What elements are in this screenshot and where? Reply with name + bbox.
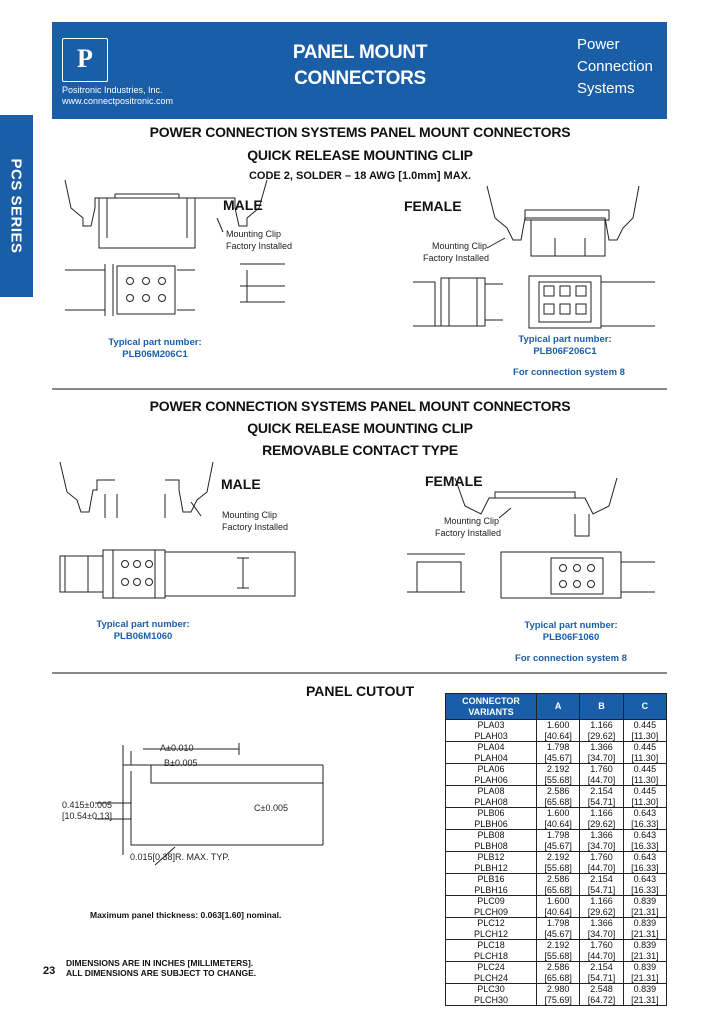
series-side-tab-label: PCS SERIES xyxy=(7,158,25,254)
b-cell xyxy=(580,874,623,896)
b-cell-bottom: [44.70] xyxy=(587,862,616,873)
a-cell-top: 2.980 xyxy=(546,984,570,994)
logo-letter: P xyxy=(77,44,93,73)
a-cell-bottom: [55.68] xyxy=(544,862,572,873)
a-cell xyxy=(537,984,580,1006)
variant-cell xyxy=(446,852,537,874)
a-cell xyxy=(537,852,580,874)
variant-cell xyxy=(446,940,537,962)
b-cell-bottom: [54.71] xyxy=(587,884,616,895)
variant-cell-top: PLB06 xyxy=(477,808,505,818)
b-cell-bottom: [54.71] xyxy=(587,796,616,807)
section1-male-part-label: Typical part number: xyxy=(108,337,202,348)
a-cell-bottom: [65.68] xyxy=(544,972,572,983)
table-row xyxy=(446,896,667,918)
male-clip-leader xyxy=(217,218,223,232)
footer-line2: ALL DIMENSIONS ARE SUBJECT TO CHANGE. xyxy=(66,968,257,978)
c-cell xyxy=(623,742,666,764)
c-cell-top: 0.643 xyxy=(633,830,657,840)
b-cell-top: 1.166 xyxy=(590,896,613,906)
c-cell-bottom: [21.31] xyxy=(631,950,659,961)
cutout-dim-radius: 0.015[0.38]R. MAX. TYP. xyxy=(130,852,230,862)
c-cell-top: 0.839 xyxy=(633,918,657,928)
variant-cell-bottom: PLBH06 xyxy=(474,818,508,829)
female2-front-view-drawing xyxy=(407,552,655,598)
a-cell-bottom: [40.64] xyxy=(544,906,572,917)
b-cell-bottom: [34.70] xyxy=(587,928,616,939)
variant-cell-bottom: PLAH03 xyxy=(474,730,508,741)
variant-cell xyxy=(446,874,537,896)
a-cell xyxy=(537,918,580,940)
section2-male-part-number: PLB06M1060 xyxy=(113,631,173,642)
b-cell xyxy=(580,962,623,984)
cutout-table-header xyxy=(446,694,667,720)
b-cell-top: 1.366 xyxy=(590,830,613,840)
b-cell xyxy=(580,808,623,830)
variant-cell xyxy=(446,918,537,940)
c-cell xyxy=(623,852,666,874)
a-cell xyxy=(537,830,580,852)
section-divider-2 xyxy=(52,672,667,674)
b-cell-top: 1.166 xyxy=(590,808,613,818)
header-title xyxy=(250,40,470,92)
header-c: C xyxy=(623,694,666,720)
c-cell-bottom: [21.31] xyxy=(631,928,659,939)
variant-cell-bottom: PLAH06 xyxy=(474,774,508,785)
series-side-tab xyxy=(0,115,33,297)
header-variants: CONNECTOR VARIANTS xyxy=(446,694,537,720)
c-cell xyxy=(623,720,666,742)
b-cell xyxy=(580,742,623,764)
page-number: 23 xyxy=(43,965,56,977)
c-cell xyxy=(623,896,666,918)
section1-subtitle: QUICK RELEASE MOUNTING CLIP xyxy=(247,147,473,163)
header-b: B xyxy=(580,694,623,720)
c-cell-top: 0.445 xyxy=(633,742,657,752)
section-divider-1 xyxy=(52,388,667,390)
cutout-dim-h1: 0.415±0.005 xyxy=(62,800,112,810)
variant-cell-bottom: PLAH04 xyxy=(474,752,508,763)
a-cell-bottom: [75.69] xyxy=(544,994,572,1005)
c-cell-top: 0.643 xyxy=(633,874,657,884)
variant-cell-bottom: PLBH08 xyxy=(474,840,508,851)
c-cell xyxy=(623,962,666,984)
c-cell xyxy=(623,830,666,852)
b-cell xyxy=(580,896,623,918)
a-cell-top: 2.586 xyxy=(546,786,570,796)
female2-clip-leader xyxy=(499,508,511,518)
section2-subtitle2: REMOVABLE CONTACT TYPE xyxy=(262,442,458,458)
section2-male-part-label: Typical part number: xyxy=(96,619,190,630)
table-row xyxy=(446,852,667,874)
header-right-line3: Systems xyxy=(577,80,635,97)
b-cell-bottom: [29.62] xyxy=(587,906,616,917)
section1-female-part-number: PLB06F206C1 xyxy=(533,346,597,357)
table-row xyxy=(446,918,667,940)
b-cell-top: 1.760 xyxy=(590,852,613,862)
c-cell-bottom: [16.33] xyxy=(631,840,659,851)
variant-cell-top: PLC12 xyxy=(477,918,505,928)
a-cell-top: 2.192 xyxy=(546,940,570,950)
variant-cell-bottom: PLCH30 xyxy=(473,994,509,1005)
c-cell xyxy=(623,786,666,808)
section2-system-note: For connection system 8 xyxy=(515,653,627,664)
section1-female-clip-note-1: Mounting Clip xyxy=(432,241,488,251)
variant-cell xyxy=(446,808,537,830)
a-cell-bottom: [65.68] xyxy=(544,796,572,807)
variant-cell-top: PLB16 xyxy=(477,874,505,884)
variant-cell-top: PLA06 xyxy=(477,764,505,774)
section2-male-clip-note-1: Mounting Clip xyxy=(222,510,278,520)
a-cell xyxy=(537,720,580,742)
a-cell xyxy=(537,808,580,830)
b-cell-top: 1.166 xyxy=(590,720,613,730)
table-row xyxy=(446,830,667,852)
section1-code-line: CODE 2, SOLDER – 18 AWG [1.0mm] MAX. xyxy=(248,170,472,182)
section2-subtitle1: QUICK RELEASE MOUNTING CLIP xyxy=(247,420,473,436)
b-cell-bottom: [34.70] xyxy=(587,752,616,763)
a-cell-top: 1.798 xyxy=(546,742,570,752)
variant-cell xyxy=(446,720,537,742)
header-right-text xyxy=(577,34,653,100)
c-cell-top: 0.839 xyxy=(633,940,657,950)
section2-male-part-block xyxy=(68,619,218,643)
a-cell xyxy=(537,896,580,918)
footer-line1: DIMENSIONS ARE IN INCHES [MILLIMETERS]. xyxy=(66,958,254,968)
header-right-line1: Power xyxy=(577,36,620,53)
a-cell-bottom: [65.68] xyxy=(544,884,572,895)
variant-cell-top: PLC09 xyxy=(477,896,505,906)
table-row xyxy=(446,786,667,808)
panel-cutout-drawing xyxy=(55,735,435,875)
section1-female-label: FEMALE xyxy=(404,198,462,214)
a-cell xyxy=(537,764,580,786)
section2-title: POWER CONNECTION SYSTEMS PANEL MOUNT CONNECTORS xyxy=(149,398,571,414)
variant-cell xyxy=(446,962,537,984)
section1-male-clip-note-2: Factory Installed xyxy=(226,241,293,251)
a-cell-bottom: [45.67] xyxy=(544,752,572,763)
male2-side-view-drawing xyxy=(60,462,213,518)
section2-female-clip-note-2: Factory Installed xyxy=(435,528,502,538)
cutout-dim-c: C±0.005 xyxy=(254,803,288,813)
b-cell-bottom: [29.62] xyxy=(587,730,616,741)
section2-male-clip-note-2: Factory Installed xyxy=(222,522,289,532)
c-cell-bottom: [16.33] xyxy=(631,862,659,873)
variant-cell-bottom: PLCH09 xyxy=(473,906,509,917)
b-cell-bottom: [54.71] xyxy=(587,972,616,983)
a-cell xyxy=(537,962,580,984)
section1-male-part-block xyxy=(80,337,230,361)
a-cell-top: 2.192 xyxy=(546,852,570,862)
variant-cell-top: PLA08 xyxy=(477,786,505,796)
section2-female-clip-note-1: Mounting Clip xyxy=(444,516,500,526)
female-clip-leader xyxy=(487,238,505,248)
male2-front-view-drawing xyxy=(60,550,295,598)
b-cell xyxy=(580,918,623,940)
a-cell-bottom: [45.67] xyxy=(544,840,572,851)
b-cell-top: 2.154 xyxy=(590,874,613,884)
c-cell-bottom: [16.33] xyxy=(631,884,659,895)
section2-drawings xyxy=(55,458,675,628)
c-cell xyxy=(623,940,666,962)
a-cell xyxy=(537,742,580,764)
table-row xyxy=(446,742,667,764)
section1-male-clip-note-1: Mounting Clip xyxy=(226,229,282,239)
variant-cell-top: PLC30 xyxy=(477,984,505,994)
a-cell-top: 1.600 xyxy=(546,896,570,906)
table-row xyxy=(446,808,667,830)
b-cell-bottom: [44.70] xyxy=(587,950,616,961)
company-logo xyxy=(62,38,108,82)
b-cell xyxy=(580,830,623,852)
b-cell xyxy=(580,786,623,808)
section2-female-part-block xyxy=(496,620,646,644)
header-title-line2: CONNECTORS xyxy=(294,68,426,89)
table-row xyxy=(446,720,667,742)
c-cell-bottom: [11.30] xyxy=(631,796,659,807)
b-cell-top: 1.760 xyxy=(590,764,613,774)
c-cell-bottom: [11.30] xyxy=(631,730,659,741)
b-cell-bottom: [29.62] xyxy=(587,818,616,829)
variant-cell-bottom: PLBH16 xyxy=(474,884,508,895)
cutout-dim-b: B±0.005 xyxy=(164,758,198,768)
b-cell-top: 1.366 xyxy=(590,918,613,928)
b-cell-top: 2.154 xyxy=(590,962,613,972)
c-cell xyxy=(623,764,666,786)
b-cell xyxy=(580,764,623,786)
variant-cell-top: PLB12 xyxy=(477,852,505,862)
variant-cell xyxy=(446,896,537,918)
c-cell-bottom: [16.33] xyxy=(631,818,659,829)
c-cell-top: 0.445 xyxy=(633,764,657,774)
table-row xyxy=(446,764,667,786)
c-cell-top: 0.839 xyxy=(633,984,657,994)
variant-cell xyxy=(446,984,537,1006)
cutout-title: PANEL CUTOUT xyxy=(306,683,415,699)
variant-cell-bottom: PLCH24 xyxy=(473,972,509,983)
a-cell-top: 2.586 xyxy=(546,874,570,884)
c-cell-bottom: [21.31] xyxy=(631,994,659,1005)
b-cell-top: 2.154 xyxy=(590,786,613,796)
c-cell-bottom: [11.30] xyxy=(631,774,659,785)
c-cell xyxy=(623,984,666,1006)
variant-cell-bottom: PLCH12 xyxy=(473,928,509,939)
male-front-view-drawing xyxy=(65,264,285,316)
a-cell xyxy=(537,874,580,896)
c-cell xyxy=(623,874,666,896)
variant-cell-bottom: PLBH12 xyxy=(474,862,508,873)
a-cell-top: 2.586 xyxy=(546,962,570,972)
c-cell-bottom: [21.31] xyxy=(631,972,659,983)
header-title-line1: PANEL MOUNT xyxy=(292,42,428,63)
a-cell-bottom: [40.64] xyxy=(544,730,572,741)
variant-cell-top: PLA03 xyxy=(477,720,505,730)
female-side-view-drawing xyxy=(487,186,639,256)
b-cell-top: 1.760 xyxy=(590,940,613,950)
b-cell xyxy=(580,720,623,742)
b-cell-bottom: [34.70] xyxy=(587,840,616,851)
company-name: Positronic Industries, Inc. xyxy=(62,85,163,95)
variant-cell-bottom: PLCH18 xyxy=(473,950,509,961)
a-cell-bottom: [55.68] xyxy=(544,774,572,785)
section1-title: POWER CONNECTION SYSTEMS PANEL MOUNT CONNECTORS xyxy=(149,124,571,140)
table-row xyxy=(446,984,667,1006)
section2-female-part-label: Typical part number: xyxy=(524,620,618,631)
variant-cell xyxy=(446,786,537,808)
a-cell-top: 1.798 xyxy=(546,918,570,928)
variant-cell-top: PLB08 xyxy=(477,830,505,840)
cutout-dim-a: A±0.010 xyxy=(160,743,194,753)
a-cell xyxy=(537,786,580,808)
a-cell-bottom: [45.67] xyxy=(544,928,572,939)
b-cell-bottom: [44.70] xyxy=(587,774,616,785)
a-cell-top: 1.600 xyxy=(546,720,570,730)
header-right-line2: Connection xyxy=(577,58,653,75)
a-cell xyxy=(537,940,580,962)
b-cell xyxy=(580,984,623,1006)
variant-cell xyxy=(446,742,537,764)
a-cell-top: 2.192 xyxy=(546,764,570,774)
c-cell-top: 0.445 xyxy=(633,720,657,730)
cutout-thickness-note: Maximum panel thickness: 0.063[1.60] nominal. xyxy=(90,910,282,920)
c-cell-top: 0.643 xyxy=(633,808,657,818)
section2-male-label: MALE xyxy=(221,476,261,492)
a-cell-bottom: [55.68] xyxy=(544,950,572,961)
a-cell-bottom: [40.64] xyxy=(544,818,572,829)
c-cell xyxy=(623,808,666,830)
variant-cell xyxy=(446,830,537,852)
company-website: www.connectpositronic.com xyxy=(62,96,174,106)
cutout-table xyxy=(445,693,667,1006)
section2-female-part-number: PLB06F1060 xyxy=(542,632,600,643)
b-cell-top: 1.366 xyxy=(590,742,613,752)
table-row xyxy=(446,940,667,962)
c-cell-top: 0.643 xyxy=(633,852,657,862)
c-cell-top: 0.839 xyxy=(633,896,657,906)
cutout-dim-h2: [10.54±0.13] xyxy=(62,811,112,821)
variant-cell-top: PLC24 xyxy=(477,962,505,972)
section1-female-clip-note-2: Factory Installed xyxy=(423,253,490,263)
table-row xyxy=(446,962,667,984)
variant-cell-top: PLA04 xyxy=(477,742,505,752)
section1-system-note: For connection system 8 xyxy=(513,367,625,378)
c-cell-top: 0.445 xyxy=(633,786,657,796)
c-cell-bottom: [11.30] xyxy=(631,752,659,763)
section1-male-part-number: PLB06M206C1 xyxy=(122,349,188,360)
b-cell xyxy=(580,852,623,874)
b-cell-top: 2.548 xyxy=(590,984,613,994)
c-cell xyxy=(623,918,666,940)
variant-cell-bottom: PLAH08 xyxy=(474,796,508,807)
female-front-view-drawing xyxy=(413,276,655,328)
section1-male-label: MALE xyxy=(223,197,263,213)
variant-cell-top: PLC18 xyxy=(477,940,505,950)
a-cell-top: 1.798 xyxy=(546,830,570,840)
variant-cell xyxy=(446,764,537,786)
section2-female-label: FEMALE xyxy=(425,473,483,489)
section1-female-part-block xyxy=(490,334,640,358)
b-cell-bottom: [64.72] xyxy=(587,994,616,1005)
b-cell xyxy=(580,940,623,962)
table-row xyxy=(446,874,667,896)
c-cell-bottom: [21.31] xyxy=(631,906,659,917)
section1-female-part-label: Typical part number: xyxy=(518,334,612,345)
header-a: A xyxy=(537,694,580,720)
c-cell-top: 0.839 xyxy=(633,962,657,972)
a-cell-top: 1.600 xyxy=(546,808,570,818)
